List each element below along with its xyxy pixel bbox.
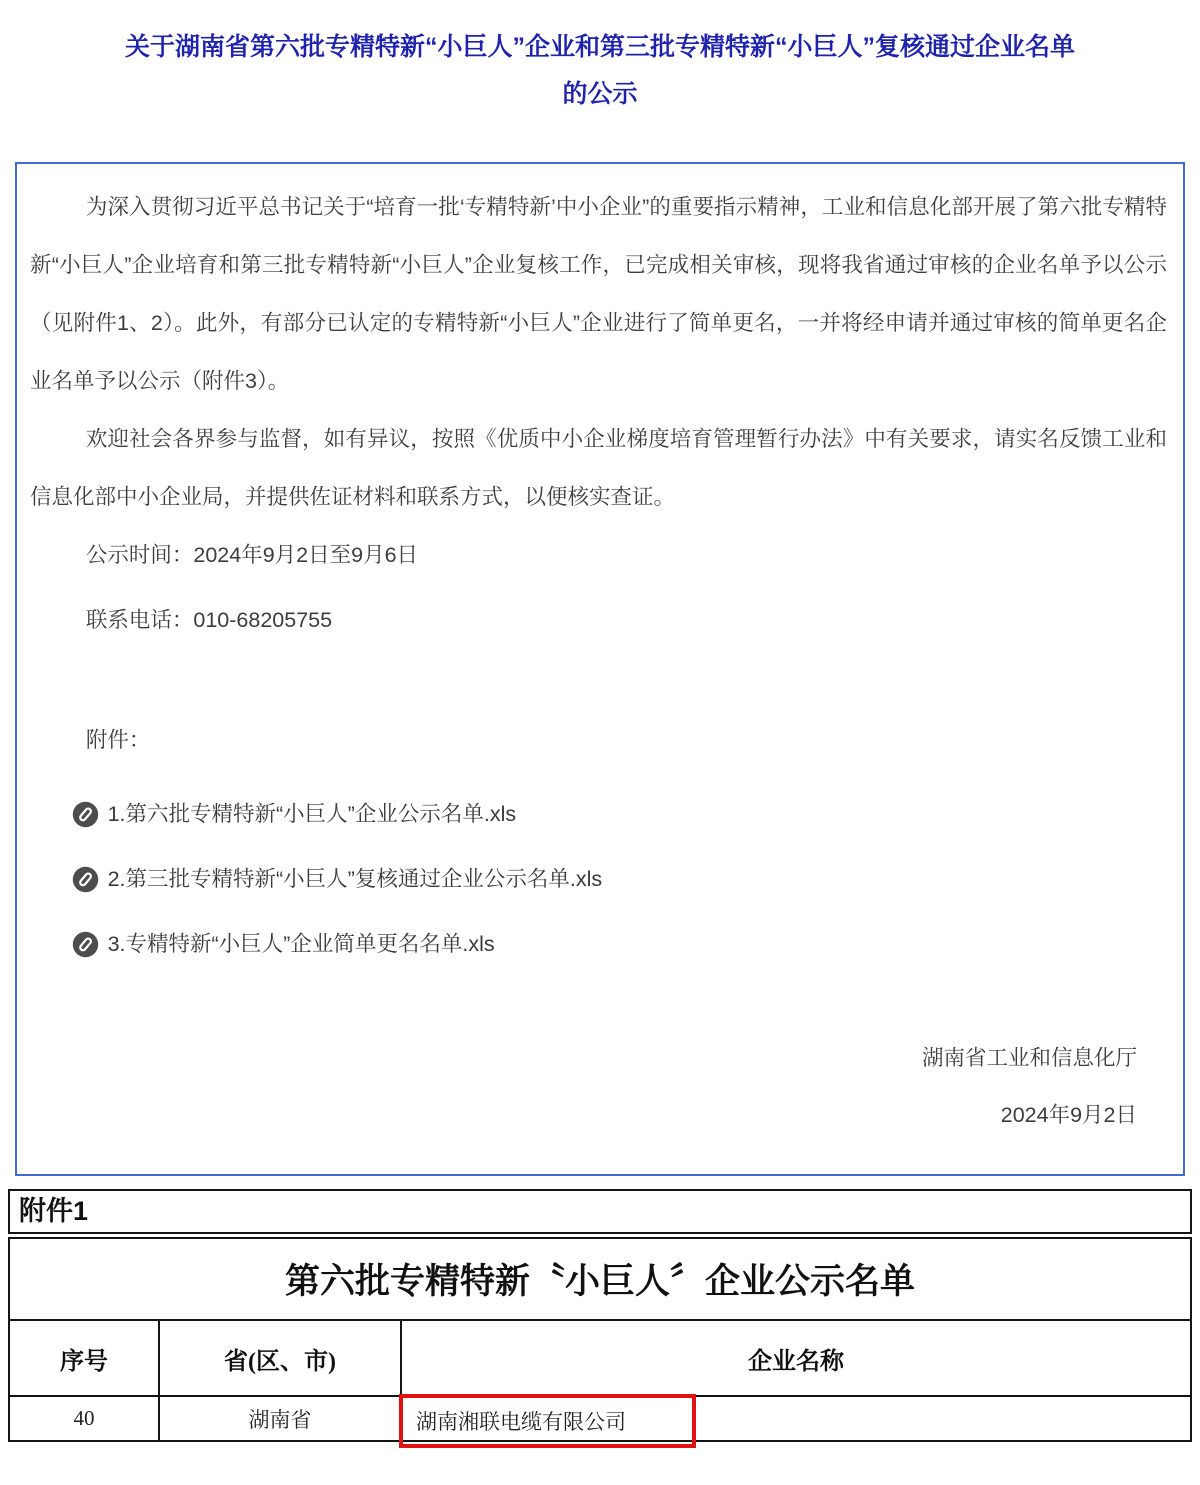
attachment-label: 1.第六批专精特新“小巨人”企业公示名单.xls [107,802,517,826]
table-header-row [9,1320,1191,1396]
attachments-label: 附件： [85,728,151,752]
column-header-company: 企业名称 [401,1320,1191,1396]
publicity-period-line: 公示时间：2024年9月2日至9月6日 [85,543,419,567]
signature-date: 2024年9月2日 [1000,1103,1137,1127]
table-title: 第六批专精特新〝小巨人〞企业公示名单 [9,1238,1191,1320]
signature-org: 湖南省工业和信息化厅 [921,1046,1137,1070]
company-name: 湖南湘联电缆有限公司 [416,1410,626,1434]
cell-province: 湖南省 [159,1396,401,1441]
company-list-table [8,1237,1192,1442]
attachment-label: 3.专精特新“小巨人”企业简单更名名单.xls [107,932,495,956]
cell-company [401,1396,1191,1441]
paperclip-link-icon [72,931,99,958]
attachment-label: 2.第三批专精特新“小巨人”复核通过企业公示名单.xls [107,867,603,891]
attachment1-section [8,1189,1192,1442]
page-title-line1: 关于湖南省第六批专精特新“小巨人”企业和第三批专精特新“小巨人”复核通过企业名单 [124,33,1075,61]
page-title [0,0,1200,118]
notice-paragraph-2: 欢迎社会各界参与监督，如有异议，按照《优质中小企业梯度培育管理暂行办法》中有关要求，请实名反馈工业和信息化部中小企业局，并提供佐证材料和联系方式，以便核实查证。 [30,427,1167,509]
contact-phone-line: 联系电话：010-68205755 [85,608,333,632]
attachment-link-1[interactable] [30,794,1167,834]
paperclip-link-icon [72,801,99,828]
attachment-link-3[interactable] [30,924,1167,964]
notice-body-box [15,162,1185,1176]
page-title-line2: 的公示 [562,80,638,108]
notice-paragraph-1: 为深入贯彻习近平总书记关于“培育一批‘专精特新’中小企业”的重要指示精神，工业和信息化部开展了第六批专精特新“小巨人”企业培育和第三批专精特新“小巨人”企业复核工作，已完成相关审核，现将我省通过审核的企业名单予以公示（见附件1、2）。此外，有部分已认定的专精特新“小巨人”企业进行了简单更名，一并将经申请并通过审核的简单更名企业名单予以公示（附件3）。 [30,195,1167,393]
paperclip-link-icon [72,866,99,893]
highlight-red-box [399,1394,696,1448]
table-row [9,1396,1191,1441]
column-header-province: 省(区、市) [159,1320,401,1396]
attachment-link-2[interactable] [30,859,1167,899]
cell-seq: 40 [9,1396,159,1441]
attachment1-label: 附件1 [8,1189,1192,1234]
column-header-seq: 序号 [9,1320,159,1396]
signature-block [30,1030,1167,1144]
